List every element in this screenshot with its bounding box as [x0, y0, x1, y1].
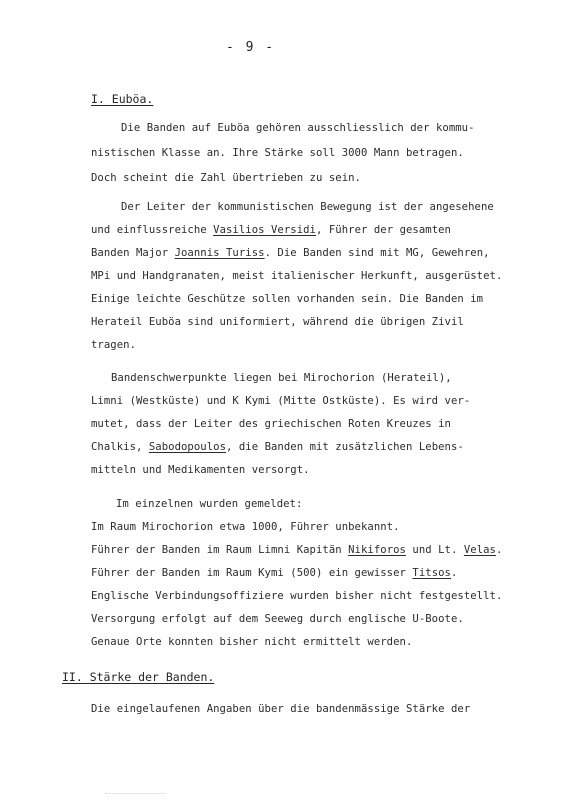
text-line: Genaue Orte konnten bisher nicht ermittelt werden. [91, 636, 413, 648]
text-line: nistischen Klasse an. Ihre Stärke soll 3000 Mann betragen. [91, 147, 464, 159]
text-segment: Banden Major [91, 247, 175, 259]
page-number: - 9 - [226, 40, 276, 55]
text-line: mutet, dass der Leiter des griechischen Roten Kreuzes in [91, 418, 451, 430]
underlined-name: Sabodopoulos [148, 441, 226, 453]
text-segment: Führer der Banden im Raum Limni Kapitän [91, 544, 349, 556]
text-line [91, 440, 464, 454]
text-segment: , Führer der gesamten [316, 224, 451, 236]
text-line: mitteln und Medikamenten versorgt. [91, 464, 310, 476]
text-line: Die eingelaufenen Angaben über die bandenmässige Stärke der [91, 703, 471, 715]
text-segment: . [450, 567, 458, 579]
text-line: Die Banden auf Euböa gehören ausschliesslich der kommu- [121, 122, 475, 134]
underlined-name: Titsos [412, 567, 451, 579]
text-line: Limni (Westküste) und K Kymi (Mitte Ostküste). Es wird ver- [91, 395, 471, 407]
section-heading-strength: II. Stärke der Banden. [62, 670, 215, 684]
text-line [91, 543, 502, 557]
text-segment: . Die Banden sind mit MG, Gewehren, [264, 247, 490, 259]
section-heading-euboea: I. Euböa. [91, 92, 154, 106]
text-segment: und Lt. [405, 544, 464, 556]
text-line: Doch scheint die Zahl übertrieben zu sein. [91, 172, 361, 184]
scan-artifact [105, 793, 165, 800]
text-line: MPi und Handgranaten, meist italienischer Herkunft, ausgerüstet. [91, 270, 503, 282]
text-line: Bandenschwerpunkte liegen bei Mirochorion (Herateil), [111, 372, 452, 384]
text-line: Herateil Euböa sind uniformiert, während die übrigen Zivil [91, 316, 464, 328]
text-line: tragen. [91, 339, 136, 351]
text-segment: Führer der Banden im Raum Kymi (500) ein gewisser [91, 567, 413, 579]
text-line: Versorgung erfolgt auf dem Seeweg durch englische U-Boote. [91, 613, 464, 625]
text-segment: . [495, 544, 503, 556]
text-segment: und einflussreiche [91, 224, 214, 236]
underlined-name: Joannis Turiss [174, 247, 265, 259]
text-line: Englische Verbindungsoffiziere wurden bisher nicht festgestellt. [91, 590, 503, 602]
underlined-name: Vasilios Versidi [213, 224, 316, 236]
underlined-name: Velas [463, 544, 496, 556]
underlined-name: Nikiforos [348, 544, 406, 556]
text-line [91, 246, 490, 260]
text-segment: , die Banden mit zusätzlichen Lebens- [226, 441, 464, 453]
text-line [91, 566, 457, 580]
text-line [91, 223, 451, 237]
text-line: Einige leichte Geschütze sollen vorhanden sein. Die Banden im [91, 293, 484, 305]
text-line: Im einzelnen wurden gemeldet: [116, 498, 303, 510]
text-line: Der Leiter der kommunistischen Bewegung ist der angesehene [121, 201, 494, 213]
text-line: Im Raum Mirochorion etwa 1000, Führer unbekannt. [91, 521, 400, 533]
text-segment: Chalkis, [91, 441, 149, 453]
